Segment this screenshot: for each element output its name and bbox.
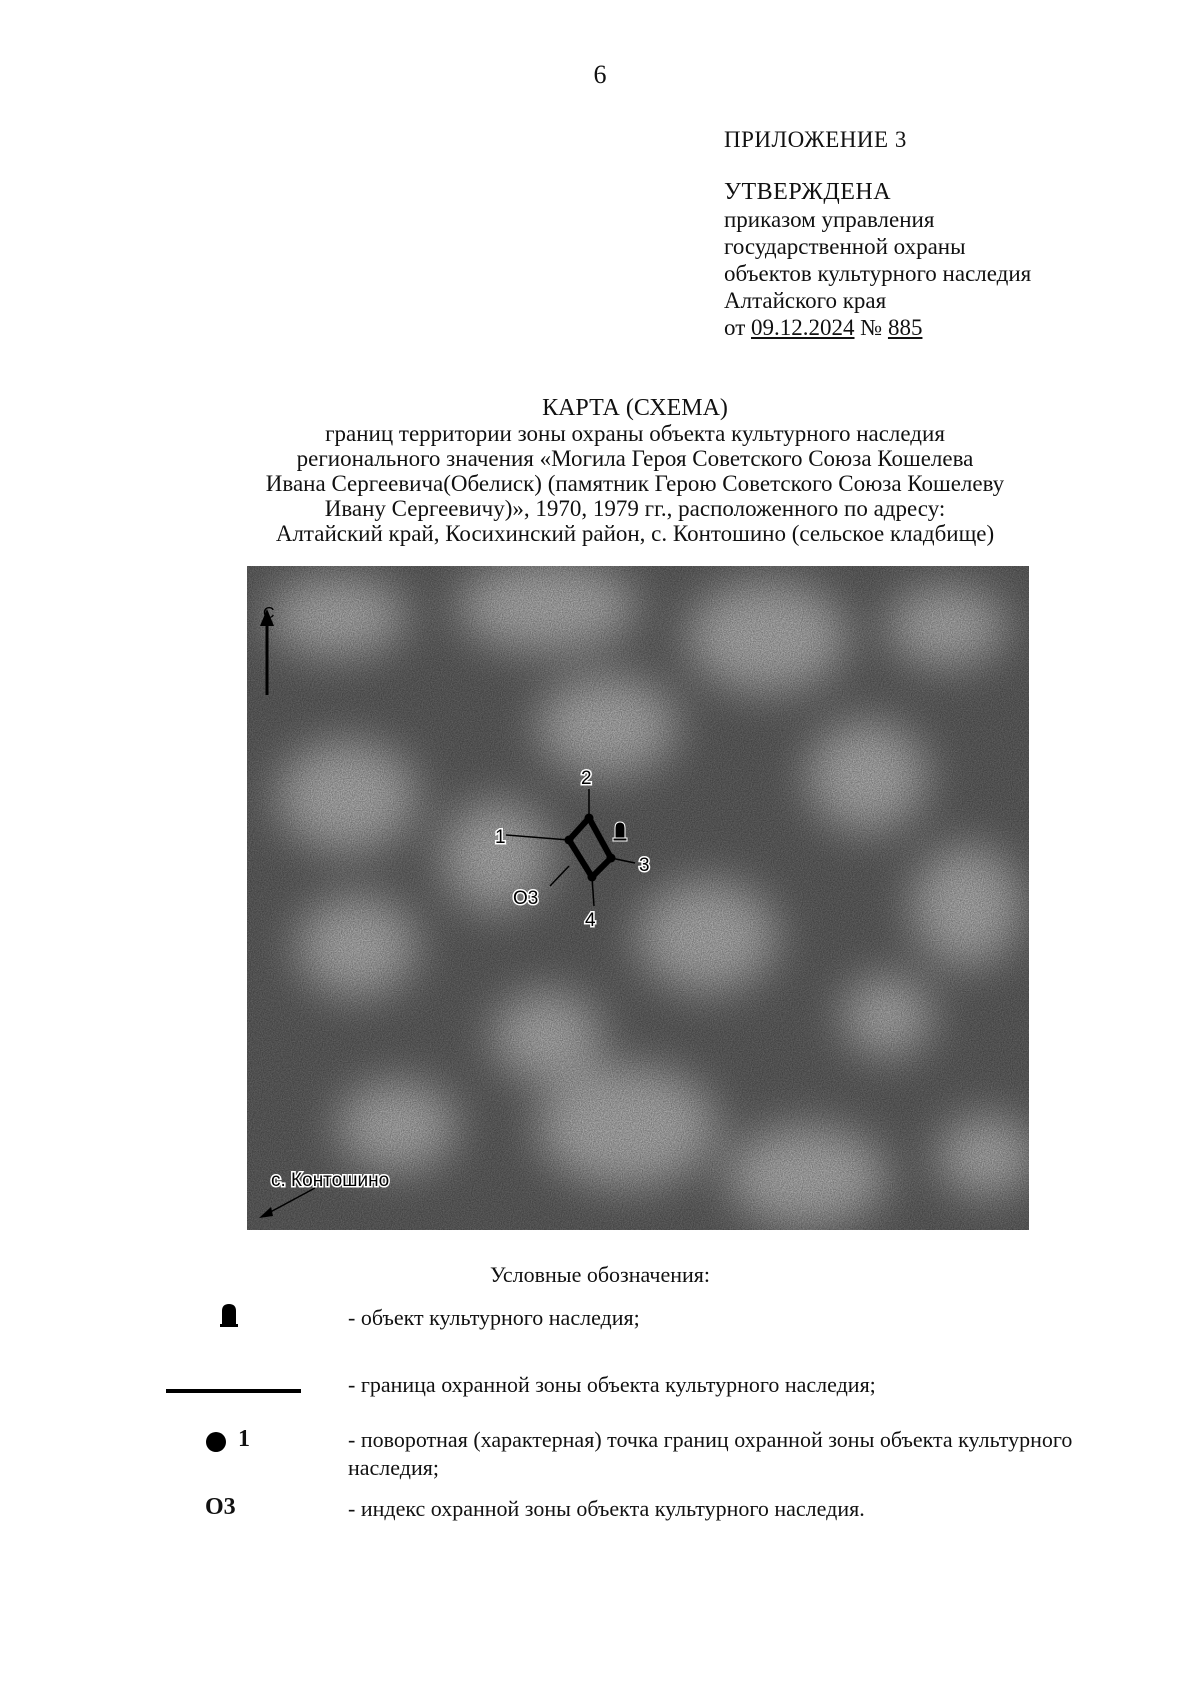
document-title	[180, 396, 1090, 546]
approval-block	[724, 126, 1164, 341]
legend-text-index: - индекс охранной зоны объекта культурного наследия.	[348, 1496, 865, 1521]
point-label-4: 4	[585, 910, 596, 931]
title-main: КАРТА (СХЕМА)	[542, 395, 728, 421]
legend-boundary-line	[166, 1389, 301, 1393]
village-label: с. Контошино	[271, 1170, 390, 1191]
legend-text-heritage: - объект культурного наследия;	[348, 1305, 640, 1330]
approval-number: 885	[887, 315, 923, 340]
point-label-3: 3	[639, 855, 650, 876]
approval-date-line	[724, 314, 1164, 341]
title-line: Ивану Сергеевичу)», 1970, 1979 гг., расположенного по адресу:	[324, 496, 946, 521]
legend-heritage-icon	[218, 1302, 240, 1333]
title-line: регионального значения «Могила Героя Советского Союза Кошелева	[296, 446, 974, 471]
legend-text-boundary: - граница охранной зоны объекта культурного наследия;	[348, 1372, 876, 1397]
point-label-1: 1	[495, 827, 506, 848]
map-image	[247, 566, 1029, 1230]
legend-index-label: О3	[205, 1494, 236, 1520]
date-prefix: от	[724, 315, 746, 340]
legend-point-icon	[206, 1432, 226, 1452]
monument-icon	[613, 822, 627, 841]
number-prefix: №	[860, 315, 883, 340]
turning-point-1	[565, 836, 574, 845]
turning-point-4	[588, 873, 597, 882]
appendix-label: ПРИЛОЖЕНИЕ 3	[724, 127, 907, 152]
title-line: Ивана Сергеевича(Обелиск) (памятник Герою Советского Союза Кошелеву	[265, 471, 1005, 496]
legend-title: Условные обозначения:	[489, 1262, 711, 1287]
point-label-2: 2	[581, 768, 592, 789]
legend-text-point: - поворотная (характерная) точка границ охранной зоны объекта культурного наследия;	[348, 1427, 1073, 1480]
map-grain	[247, 566, 1029, 1230]
page-number: 6	[593, 60, 607, 89]
approval-line: объектов культурного наследия	[724, 261, 1032, 286]
turning-point-3	[607, 854, 616, 863]
zone-index-label: О3	[513, 888, 539, 909]
turning-point-2	[585, 814, 594, 823]
approval-date: 09.12.2024	[751, 315, 855, 340]
north-label: С	[263, 605, 275, 622]
approved-label: УТВЕРЖДЕНА	[724, 179, 892, 205]
approval-line: Алтайского края	[724, 288, 887, 313]
approval-line: приказом управления	[724, 207, 935, 232]
title-line: границ территории зоны охраны объекта культурного наследия	[325, 421, 945, 446]
title-line: Алтайский край, Косихинский район, с. Контошино (сельское кладбище)	[275, 521, 995, 546]
map-svg	[247, 566, 1029, 1230]
legend-point-label: 1	[238, 1426, 250, 1452]
approval-line: государственной охраны	[724, 234, 966, 259]
